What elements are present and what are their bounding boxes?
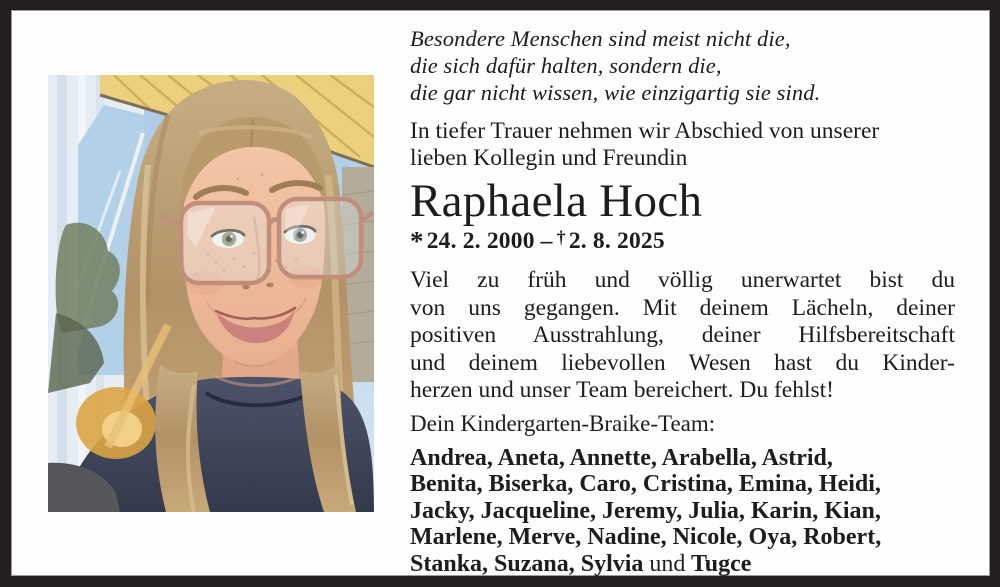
farewell-line: Viel zu früh und völlig unerwartet bist du: [410, 267, 955, 293]
death-date: 2. 8. 2025: [568, 228, 665, 254]
team-names-line: Jacky, Jacqueline, Jeremy, Julia, Karin, Kian,: [410, 497, 881, 524]
team-names: [410, 445, 955, 578]
team-names-last-line: [410, 551, 955, 578]
team-names-bold-start: Stanka, Suzana, Sylvia: [410, 550, 644, 577]
farewell-text: [410, 267, 955, 405]
team-names-line: Andrea, Aneta, Annette, Arabella, Astrid,: [410, 444, 833, 471]
farewell-line: von uns gegangen. Mit deinem Lächeln, deiner: [410, 294, 955, 321]
farewell-line: positiven Ausstrahlung, deiner Hilfsbereitschaft: [410, 322, 955, 348]
birth-symbol: *: [410, 226, 424, 256]
farewell-line: herzen und unser Team bereichert. Du fehlst!: [410, 377, 835, 403]
portrait-illustration: [48, 75, 374, 512]
memorial-quote: [410, 25, 955, 106]
notice-text-column: [410, 25, 955, 577]
farewell-line: und deinem liebevollen Wesen hast du Kinder-: [410, 349, 955, 376]
birth-date: 24. 2. 2000: [426, 228, 535, 254]
intro-text: [410, 118, 955, 172]
quote-line: die sich dafür halten, sondern die,: [410, 53, 722, 78]
team-names-line: Benita, Biserka, Caro, Cristina, Emina, Heidi,: [410, 471, 881, 497]
team-names-bold-end: Tugce: [691, 550, 752, 577]
death-symbol: †: [556, 227, 566, 247]
quote-line: Besondere Menschen sind meist nicht die,: [410, 26, 791, 51]
deceased-name: Raphaela Hoch: [410, 175, 703, 227]
quote-line: die gar nicht wissen, wie einzigartig sie sind.: [410, 80, 821, 105]
team-names-connector: und: [649, 550, 686, 577]
team-label: Dein Kindergarten-Braike-Team:: [410, 410, 716, 436]
intro-line: lieben Kollegin und Freundin: [410, 145, 688, 171]
portrait-photo: [48, 75, 374, 512]
life-dates: [410, 226, 955, 257]
obituary-notice: [11, 10, 990, 576]
team-names-line: Marlene, Merve, Nadine, Nicole, Oya, Robert,: [410, 524, 882, 550]
dates-separator: –: [540, 228, 553, 254]
intro-line: In tiefer Trauer nehmen wir Abschied von unserer: [410, 118, 880, 144]
